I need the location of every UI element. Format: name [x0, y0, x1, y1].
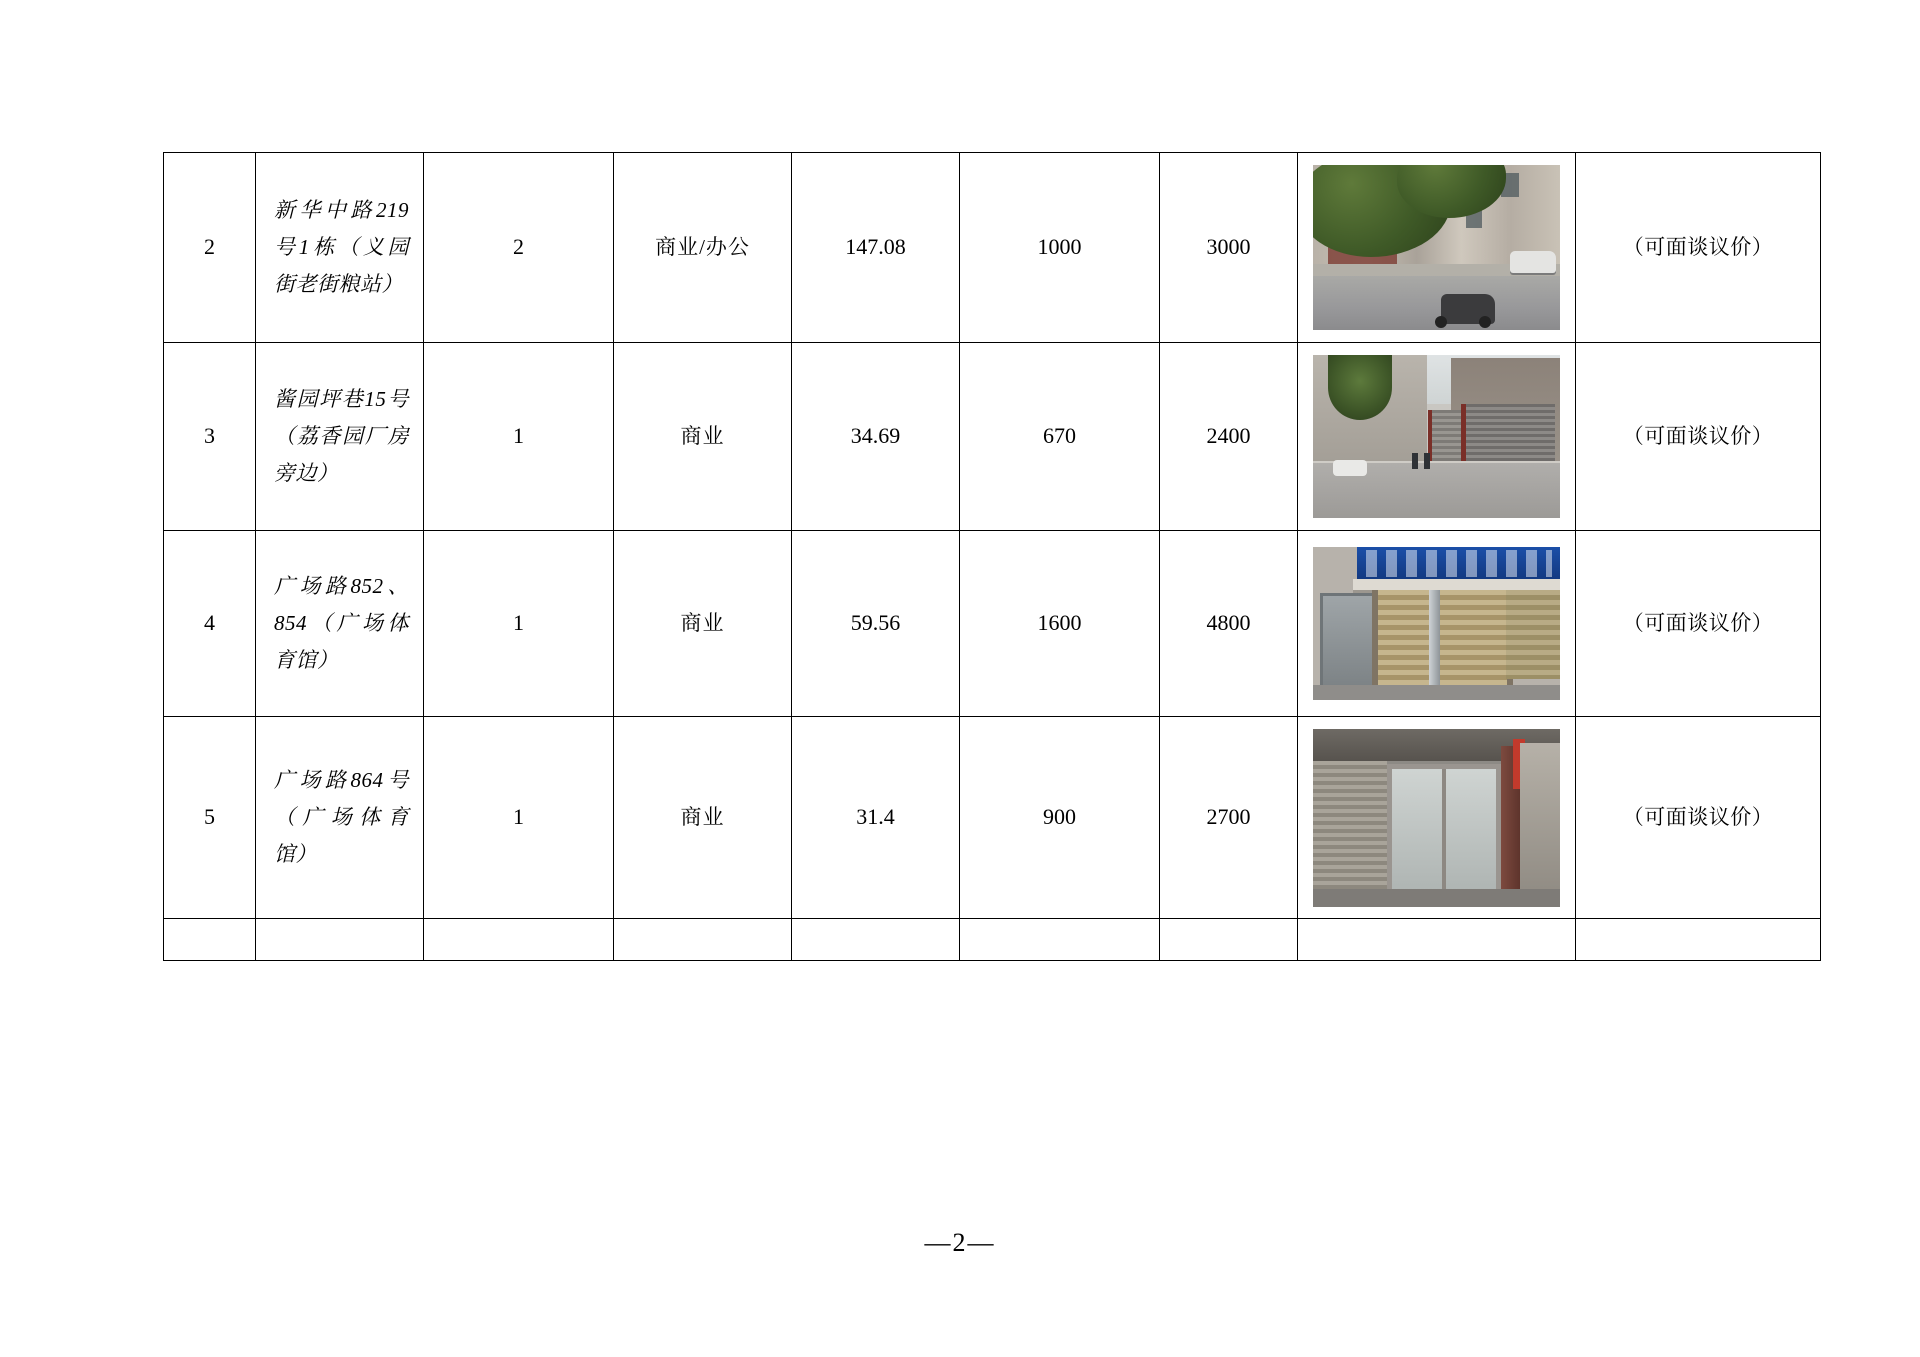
row-index-cell — [164, 717, 256, 919]
row-use-cell — [614, 531, 792, 717]
row-area-cell — [792, 717, 960, 919]
row-floor-cell — [424, 153, 614, 343]
photo-sign-text — [1366, 550, 1552, 577]
row-photo-cell — [1298, 343, 1576, 531]
row-address: 广场路852、854（广场体育馆） — [274, 574, 409, 672]
row-rent-cell — [1160, 153, 1298, 343]
blue-signboard-shop-photo — [1313, 547, 1560, 700]
row-index: 3 — [204, 423, 215, 449]
row-note-cell — [1576, 343, 1821, 531]
row-address-cell — [256, 717, 424, 919]
photo-ground — [1313, 685, 1560, 700]
row-rent: 2700 — [1206, 804, 1251, 830]
row-price-cell — [960, 343, 1160, 531]
row-floor-cell — [424, 531, 614, 717]
row-use-cell — [614, 343, 792, 531]
empty-cell — [792, 919, 960, 961]
row-photo-cell — [1298, 531, 1576, 717]
row-note-cell — [1576, 531, 1821, 717]
row-floor: 1 — [513, 423, 524, 449]
row-address-cell — [256, 343, 424, 531]
table-row — [164, 531, 1821, 717]
photo-glass-door — [1387, 764, 1501, 899]
table-row — [164, 153, 1821, 343]
row-index: 4 — [204, 610, 215, 636]
row-rent: 2400 — [1206, 423, 1251, 449]
row-price: 670 — [1043, 423, 1076, 449]
row-floor-cell — [424, 343, 614, 531]
row-use: 商业/办公 — [655, 235, 750, 260]
row-area: 147.08 — [845, 234, 906, 260]
row-address-cell — [256, 153, 424, 343]
row-floor: 2 — [513, 234, 524, 260]
table-row — [164, 343, 1821, 531]
row-note: （可面谈议价） — [1622, 611, 1774, 636]
empty-cell — [1298, 919, 1576, 961]
row-area: 59.56 — [850, 610, 901, 636]
property-listing-table — [163, 152, 1821, 961]
glass-door-shopfront-photo — [1313, 729, 1560, 907]
row-rent-cell — [1160, 343, 1298, 531]
row-index: 2 — [204, 234, 215, 260]
empty-cell — [164, 919, 256, 961]
row-index: 5 — [204, 804, 215, 830]
row-use-cell — [614, 153, 792, 343]
shuttered-shops-street-photo — [1313, 355, 1560, 518]
row-rent: 3000 — [1206, 234, 1251, 260]
street-building-with-tree-photo — [1313, 165, 1560, 330]
photo-blue-signboard — [1357, 547, 1560, 581]
row-rent: 4800 — [1206, 610, 1251, 636]
photo-car — [1510, 251, 1556, 273]
row-index-cell — [164, 531, 256, 717]
row-floor: 1 — [513, 804, 524, 830]
row-address: 广场路864号（广场体育馆） — [274, 768, 409, 866]
row-area: 34.69 — [850, 423, 901, 449]
row-area-cell — [792, 153, 960, 343]
row-price: 1000 — [1037, 234, 1082, 260]
row-price-cell — [960, 717, 1160, 919]
row-use: 商业 — [680, 611, 725, 636]
photo-rolling-shutter — [1313, 761, 1387, 889]
empty-cell — [1576, 919, 1821, 961]
row-note: （可面谈议价） — [1622, 805, 1774, 830]
row-note: （可面谈议价） — [1622, 424, 1774, 449]
row-rent-cell — [1160, 531, 1298, 717]
photo-car — [1333, 460, 1367, 476]
row-price: 1600 — [1037, 610, 1082, 636]
row-address-cell — [256, 531, 424, 717]
photo-tree-canopy — [1328, 355, 1392, 420]
row-area-cell — [792, 531, 960, 717]
row-floor: 1 — [513, 610, 524, 636]
row-floor-cell — [424, 717, 614, 919]
empty-cell — [1160, 919, 1298, 961]
photo-motorcycle — [1441, 294, 1495, 324]
table-row-empty — [164, 919, 1821, 961]
row-address: 酱园坪巷15号（荔香园厂房旁边） — [274, 387, 409, 485]
photo-pillar — [1429, 590, 1440, 697]
row-price-cell — [960, 531, 1160, 717]
row-note-cell — [1576, 153, 1821, 343]
empty-cell — [614, 919, 792, 961]
row-photo-cell — [1298, 717, 1576, 919]
empty-cell — [256, 919, 424, 961]
row-area: 31.4 — [856, 804, 895, 830]
row-use: 商业 — [680, 805, 725, 830]
row-index-cell — [164, 153, 256, 343]
photo-rolling-shutter — [1506, 590, 1560, 679]
photo-left-door — [1320, 593, 1375, 691]
photo-ground — [1313, 889, 1560, 907]
row-price-cell — [960, 153, 1160, 343]
row-note-cell — [1576, 717, 1821, 919]
photo-pedestrian — [1424, 453, 1430, 469]
photo-right-wall — [1520, 743, 1560, 893]
row-note: （可面谈议价） — [1622, 235, 1774, 260]
row-index-cell — [164, 343, 256, 531]
row-use: 商业 — [680, 424, 725, 449]
row-price: 900 — [1043, 804, 1076, 830]
empty-cell — [960, 919, 1160, 961]
row-use-cell — [614, 717, 792, 919]
empty-cell — [424, 919, 614, 961]
photo-pedestrian — [1412, 453, 1418, 469]
page-number: —2— — [924, 1228, 996, 1257]
photo-rolling-shutter — [1372, 590, 1512, 691]
row-photo-cell — [1298, 153, 1576, 343]
table-row — [164, 717, 1821, 919]
row-address: 新华中路219号1栋（义园街老街粮站） — [274, 198, 409, 296]
row-rent-cell — [1160, 717, 1298, 919]
row-area-cell — [792, 343, 960, 531]
